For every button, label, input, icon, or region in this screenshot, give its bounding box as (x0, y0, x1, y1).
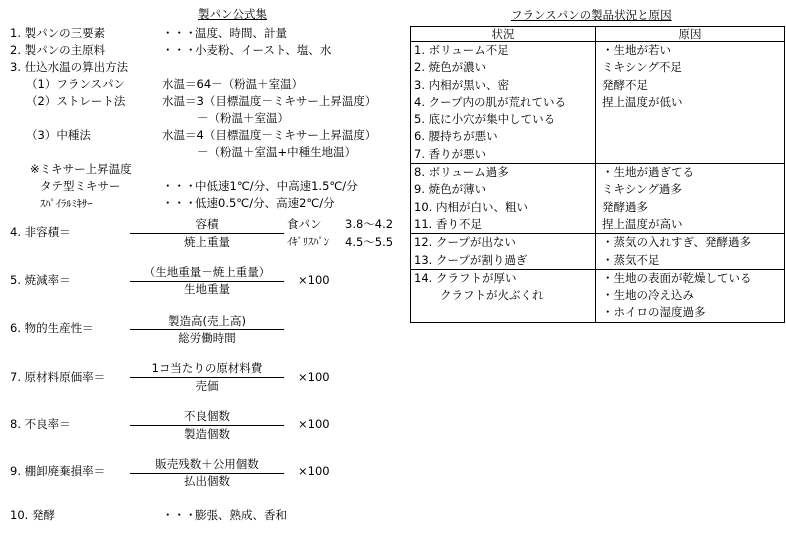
status-line: 1. ボリューム不足 (414, 43, 509, 57)
item-3c-label: （3）中種法 (26, 128, 91, 142)
status-cell (411, 269, 596, 322)
cause-line: ・生地の冷え込み (602, 288, 694, 303)
status-line: 10. 内相が白い、粗い (414, 199, 528, 214)
item-6-fraction-bar (130, 329, 284, 330)
item-8-label: 8. 不良率＝ (10, 417, 71, 431)
cause-cell (596, 269, 785, 322)
cause-cell (596, 164, 785, 234)
item-9-times: ×100 (298, 464, 330, 478)
item-9-numerator: 販売残数＋公用個数 (155, 457, 259, 471)
cause-line: ・蒸気不足 (602, 252, 660, 267)
mixer-1-dots: ・・・ (162, 179, 197, 193)
item-1-value: 温度、時間、計量 (195, 26, 287, 40)
item-4-numerator: 容積 (195, 217, 219, 231)
item-8-numerator: 不良個数 (184, 409, 230, 423)
status-line: 4. クープ内の肌が荒れている (414, 94, 567, 109)
cause-line: ・ホイロの湿度過多 (602, 305, 706, 320)
item-7-times: ×100 (298, 370, 330, 384)
status-line: クラフトが火ぶくれ (440, 288, 544, 303)
item-6-denominator: 総労働時間 (178, 331, 236, 345)
item-5-denominator: 生地重量 (184, 282, 230, 296)
item-9-label: 9. 棚卸廃棄損率＝ (10, 464, 106, 478)
item-3b-formula-2: －（粉温＋室温） (197, 111, 289, 125)
col-status-header: 状況 (411, 27, 596, 42)
item-4-ref-2-range: 4.5～5.5 (345, 235, 394, 249)
item-2-dots: ・・・ (162, 43, 197, 57)
item-6-numerator: 製造高(売上高) (168, 314, 246, 328)
status-line: 14. クラフトが厚い (414, 270, 517, 285)
item-4-ref-1-name: 食パン (287, 217, 322, 231)
item-7-numerator: 1コ当たりの原材料費 (151, 361, 263, 375)
item-7-fraction-bar (130, 377, 284, 378)
table-header-row (411, 27, 785, 42)
table-title: フランスパンの製品状況と原因 (511, 8, 672, 22)
status-cell (411, 164, 596, 234)
item-9-denominator: 払出個数 (184, 474, 230, 488)
cause-line: ・生地が若い (602, 43, 671, 57)
item-5-numerator: （生地重量－焼上重量） (143, 265, 271, 279)
cause-line: 発酵不足 (602, 77, 648, 92)
item-3b-label: （2）ストレート法 (26, 94, 126, 108)
item-7-label: 7. 原材料原価率＝ (10, 370, 106, 384)
cause-line: ・生地の表面が乾燥している (602, 270, 752, 285)
item-4-denominator: 焼上重量 (184, 235, 230, 249)
item-3a-formula: 水温＝64－（粉温＋室温） (162, 77, 304, 91)
item-4-label: 4. 非容積＝ (10, 225, 71, 239)
status-line: 8. ボリューム過多 (414, 165, 509, 180)
mixer-2-label: ｽﾊﾟｲﾗﾙﾐｷｻｰ (40, 198, 93, 210)
item-2-value: 小麦粉、イースト、塩、水 (195, 43, 332, 57)
status-cause-table (410, 26, 785, 323)
item-10-value: 膨張、熟成、香和 (195, 508, 287, 522)
item-8-denominator: 製造個数 (184, 427, 230, 441)
item-4-fraction-bar (130, 233, 284, 234)
table-row (411, 42, 785, 164)
status-line: 11. 香り不足 (414, 216, 482, 231)
cause-line: 発酵過多 (602, 199, 648, 214)
item-8-times: ×100 (298, 417, 330, 431)
table-row (411, 234, 785, 270)
item-10-dots: ・・・ (162, 508, 197, 522)
status-line: 3. 内相が黒い、密 (414, 77, 510, 92)
item-3c-formula-2: －（粉温＋室温+中種生地温） (197, 145, 357, 159)
mixer-note: ※ミキサー上昇温度 (30, 162, 132, 176)
cause-line: ・蒸気の入れすぎ、発酵過多 (602, 235, 752, 250)
item-5-label: 5. 焼減率＝ (10, 273, 71, 287)
status-line: 12. クープが出ない (414, 235, 516, 250)
item-1-label: 1. 製パンの三要素 (10, 26, 106, 40)
item-6-label: 6. 物的生産性＝ (10, 321, 94, 335)
cause-cell (596, 42, 785, 164)
mixer-2-value: 低速0.5℃/分、高速2℃/分 (195, 196, 335, 210)
item-3b-formula-1: 水温＝3（目標温度－ミキサー上昇温度） (162, 94, 377, 108)
cause-cell (596, 234, 785, 270)
status-line: 13. クープが割り過ぎ (414, 252, 528, 267)
status-cell (411, 234, 596, 270)
item-1-dots: ・・・ (162, 26, 197, 40)
status-line: 7. 香りが悪い (414, 146, 487, 161)
mixer-1-label: タテ型ミキサー (40, 179, 121, 193)
cause-line: 捏上温度が低い (602, 94, 683, 109)
status-line: 5. 底に小穴が集中している (414, 112, 556, 127)
cause-line: ミキシング過多 (602, 182, 682, 197)
cause-line: 捏上温度が高い (602, 216, 683, 231)
item-3a-label: （1）フランスパン (26, 77, 125, 91)
item-10-label: 10. 発酵 (10, 508, 55, 522)
item-4-ref-2-name: ｲｷﾞﾘｽﾊﾟﾝ (287, 236, 329, 248)
item-4-ref-1-range: 3.8～4.2 (345, 217, 394, 231)
item-3c-formula-1: 水温＝4（目標温度－ミキサー上昇温度） (162, 128, 377, 142)
formula-title: 製パン公式集 (198, 7, 267, 21)
status-line: 6. 腰持ちが悪い (414, 129, 498, 144)
item-5-times: ×100 (298, 273, 330, 287)
status-line: 2. 焼色が濃い (414, 60, 487, 75)
cause-line: ミキシング不足 (602, 60, 682, 75)
mixer-2-dots: ・・・ (162, 196, 197, 210)
item-2-label: 2. 製パンの主原料 (10, 43, 106, 57)
col-cause-header: 原因 (596, 27, 785, 42)
cause-line: ・生地が過ぎてる (602, 165, 694, 180)
table-row (411, 269, 785, 322)
table-row (411, 164, 785, 234)
mixer-1-value: 中低速1℃/分、中高速1.5℃/分 (195, 179, 358, 193)
item-8-fraction-bar (130, 425, 284, 426)
item-7-denominator: 売価 (195, 379, 219, 393)
status-line: 9. 焼色が薄い (414, 182, 487, 197)
status-cell (411, 42, 596, 164)
item-3-label: 3. 仕込水温の算出方法 (10, 60, 129, 74)
